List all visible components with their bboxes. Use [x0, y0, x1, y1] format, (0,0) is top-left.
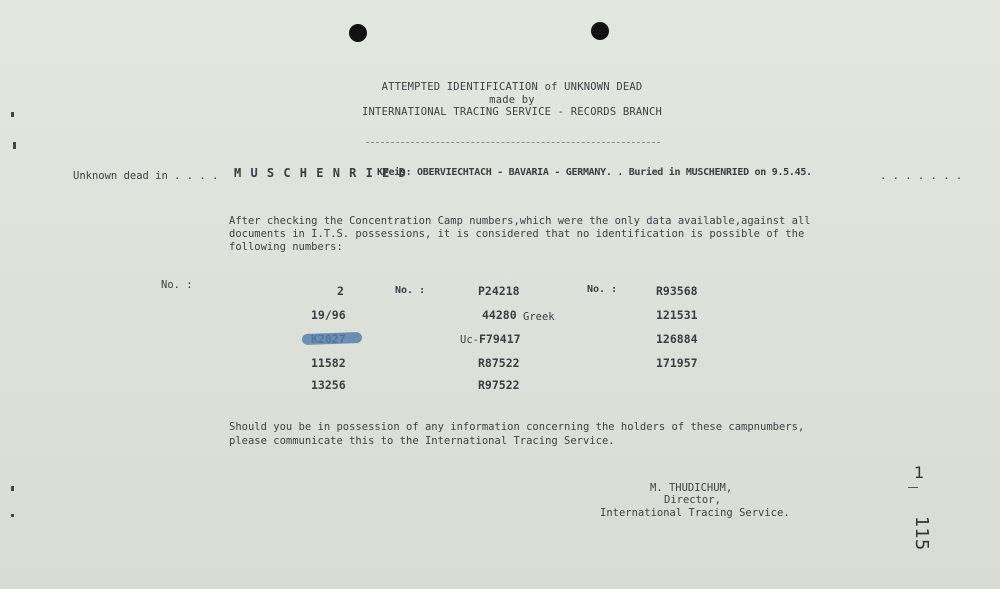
camp-number-note: Greek: [523, 311, 555, 323]
camp-number: F79417: [479, 332, 521, 346]
margin-mark: [11, 486, 14, 491]
header-organization: INTERNATIONAL TRACING SERVICE - RECORDS BRANCH: [362, 106, 662, 118]
closing-line-1: Should you be in possession of any information concerning the holders of these campnumbers,: [229, 421, 805, 433]
punch-hole-right: [591, 22, 609, 40]
unknown-dead-label: Unknown dead in . . . .: [73, 170, 219, 182]
page-number: 115: [911, 516, 932, 551]
camp-number: 11582: [311, 356, 346, 370]
margin-mark: [11, 514, 14, 517]
unknown-dead-location: M U S C H E N R I E D: [234, 166, 407, 180]
numbers-label: No. :: [587, 284, 618, 295]
signature-organization: International Tracing Service.: [600, 507, 790, 519]
camp-number: 171957: [656, 356, 698, 370]
signature-name: M. THUDICHUM,: [650, 482, 733, 494]
intro-line-1: After checking the Concentration Camp numbers,which were the only data available,against all: [229, 215, 811, 227]
blue-strike-mark: [302, 332, 362, 345]
camp-number: 44280: [482, 308, 517, 322]
punch-hole-left: [349, 24, 367, 42]
camp-number: 121531: [656, 308, 698, 322]
closing-line-2: please communicate this to the International Tracing Service.: [229, 435, 615, 447]
numbers-label: No. :: [395, 285, 426, 296]
camp-number: 2: [337, 284, 344, 298]
unknown-dead-details: Kreis: OBERVIECHTACH - BAVARIA - GERMANY. . Buried in MUSCHENRIED on 9.5.45.: [377, 167, 812, 178]
camp-number: 126884: [656, 332, 698, 346]
camp-number: R97522: [478, 378, 520, 392]
camp-number: 13256: [311, 378, 346, 392]
camp-number: 19/96: [311, 308, 346, 322]
header-divider: [366, 142, 660, 143]
signature-title: Director,: [664, 494, 721, 506]
camp-number: P24218: [478, 284, 520, 298]
margin-note-number: 1: [914, 463, 925, 482]
intro-line-2: documents in I.T.S. possessions, it is considered that no identification is possible of the: [229, 228, 805, 240]
header-title: ATTEMPTED IDENTIFICATION of UNKNOWN DEAD: [381, 81, 643, 93]
margin-note-dash: [908, 487, 918, 488]
unknown-dead-trailing-dots: . . . . . . .: [880, 170, 963, 182]
camp-number-prefix: Uc-: [460, 334, 479, 346]
intro-line-3: following numbers:: [229, 241, 343, 253]
camp-number: R93568: [656, 284, 698, 298]
numbers-label: No. :: [161, 279, 193, 291]
margin-mark: [13, 142, 16, 149]
header-made-by: made by: [489, 94, 535, 106]
camp-number: R87522: [478, 356, 520, 370]
